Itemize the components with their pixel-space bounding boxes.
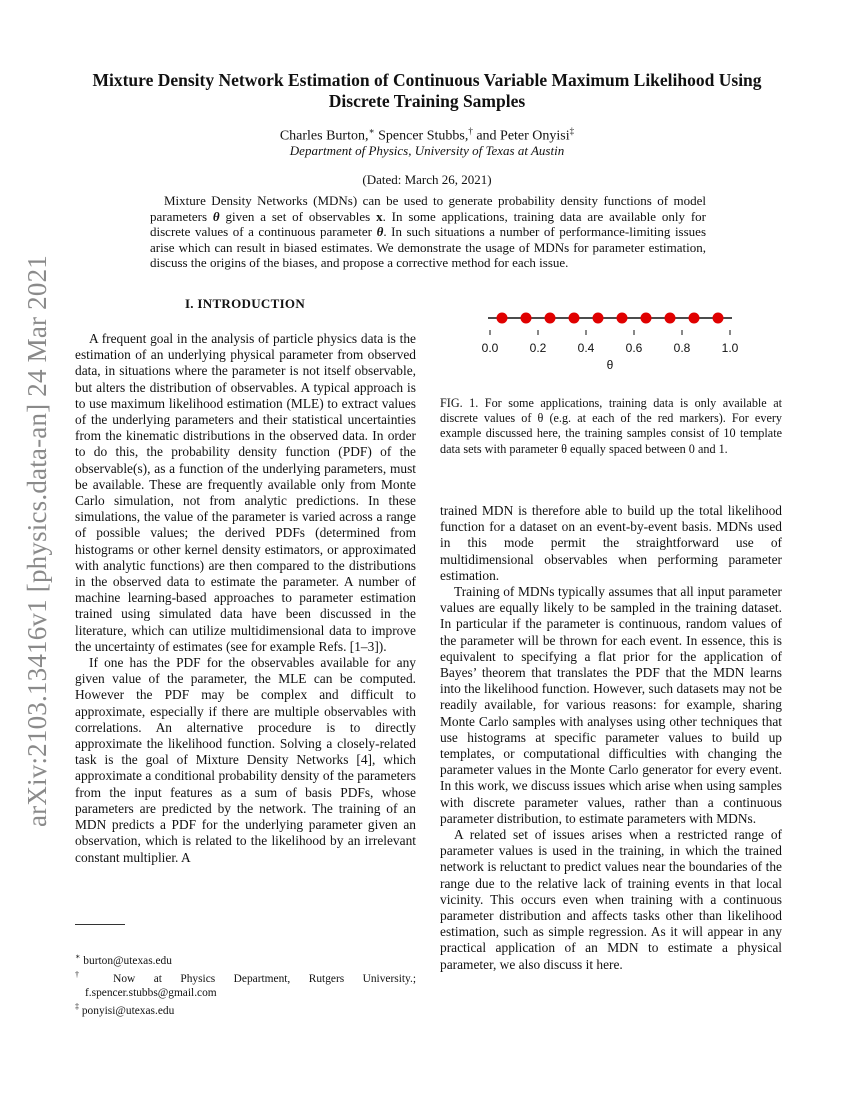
abstract	[150, 193, 706, 271]
section-heading: I. INTRODUCTION	[184, 296, 306, 311]
author-mark: ‡	[569, 126, 575, 136]
data-marker	[593, 313, 604, 324]
theta-symbol: θ	[376, 224, 384, 240]
data-marker	[569, 313, 580, 324]
data-marker	[617, 313, 628, 324]
author-mark: ∗	[368, 126, 375, 136]
author-mark: †	[468, 126, 473, 136]
affiliation: Department of Physics, University of Texas at Austin	[289, 143, 565, 158]
data-marker	[689, 313, 700, 324]
x-tick-label: 0.0	[481, 341, 499, 355]
data-marker	[641, 313, 652, 324]
abstract-text: given a set of observables	[219, 208, 377, 224]
x-axis-label: θ	[606, 358, 614, 372]
data-marker	[521, 313, 532, 324]
abstract-text: . In some applications, training data are available only for discrete values of a continuous parameter	[150, 208, 707, 240]
left-column	[75, 331, 416, 866]
x-tick-label: 0.6	[625, 341, 643, 355]
x-tick-label: 0.8	[673, 341, 691, 355]
x-tick-label: 0.4	[577, 341, 595, 355]
footnote-rule	[75, 924, 125, 925]
figure-1	[470, 300, 760, 380]
data-marker	[545, 313, 556, 324]
paragraph: If one has the PDF for the observables available for any given value of the parameter, the MLE can be computed. However the PDF may be complex and difficult to approximate, especially if there are multiple observables with correlations. An alternative procedure is to directly approximate the likelihood function. Solving a closely-related task is the goal of Mixture Density Networks [4], which approximate a conditional probability density of the parameters from the input features as a sum of basis PDFs, whose parameters are predicted by the network. The training of an MDN predicts a PDF for the underlying parameter given an observation, which is related to the likelihood by an irrelevant constant multiplier. A	[75, 655, 416, 865]
abstract-text: Mixture Density Networks (MDNs) can be used to generate probability density functions of model parameters	[150, 193, 706, 224]
footnote: ‡ ponyisi@utexas.edu	[75, 1001, 175, 1017]
paragraph: trained MDN is therefore able to build up the total likelihood function for a dataset on an event-by-event basis. MDNs used in this mode permit the straightforward use of multidimensional observables when performing parameter estimation.	[440, 503, 782, 583]
footnote-continued: f.spencer.stubbs@gmail.com	[85, 986, 217, 999]
author-onyisi: and Peter Onyisi	[476, 128, 570, 144]
date-line: (Dated: March 26, 2021)	[362, 172, 492, 187]
paragraph: A frequent goal in the analysis of particle physics data is the estimation of an underlying physical parameter from observed data, in situations where the parameter is not itself observable, but alters the distribution of observables. A typical approach is to use maximum likelihood estimation (MLE) to extract values of the underlying parameters and their statistical uncertainties from the kinematic distributions in the observed data. In order to do this, the probability density function (PDF) of the observable(s), as a function of the underlying parameters, must be available. These are frequently available only from Monte Carlo simulation, not from analytic predictions. In these simulations, the value of the parameter is varied across a range of possible values; the derived PDFs (determined from histograms or other kernel density estimators, or approximated with analytic functions) are then compared to the distributions in the observed data to estimate the parameter. A number of machine learning-based approaches to parameter estimation trained using simulated data have been discussed in the literature, which can utilize multidimensional data to improve the uncertainty of estimates (see for example Refs. [1–3]).	[75, 331, 416, 654]
author-stubbs: Spencer Stubbs,	[378, 128, 469, 144]
x-symbol: x	[376, 208, 383, 224]
paragraph: A related set of issues arises when a restricted range of parameter values is used in the training, in which the trained network is reluctant to predict values near the boundaries of the range due to the relative lack of training events in that local vicinity. This occurs even when training with a continuous parameter distribution and affects tasks other than likelihood estimation, such as simple regression. As it will appear in any practical application of an MDN to estimate a physical parameter, we also discuss it here.	[440, 827, 782, 972]
arxiv-identifier: arXiv:2103.13416v1 [physics.data-an] 24 Mar 2021	[22, 255, 52, 827]
footnote: † Now at Physics Department, Rutgers University.;	[75, 969, 416, 985]
figure-caption: FIG. 1. For some applications, training data is only available at discrete values of θ (e.g. at each of the red markers). For every example discussed here, the training samples consist of 10 template data sets with parameter θ equally spaced between 0 and 1.	[440, 396, 782, 456]
abstract-text: . In such situations a number of performance-limiting issues arise which can result in biased estimates. We demonstrate the usage of MDNs for parameter estimation, discuss the origins of the biases, and propose a corrective method for each issue.	[150, 224, 707, 271]
footnote: ∗ burton@utexas.edu	[75, 952, 172, 967]
data-marker	[665, 313, 676, 324]
x-tick-label: 0.2	[529, 341, 547, 355]
footnotes	[75, 950, 416, 1017]
right-column	[440, 503, 782, 973]
paper-title: Mixture Density Network Estimation of Continuous Variable Maximum Likelihood Using Discrete Training Samples	[92, 70, 762, 111]
x-tick-label: 1.0	[721, 341, 739, 355]
author-list	[70, 126, 784, 145]
theta-symbol: θ	[212, 208, 220, 224]
data-marker	[497, 313, 508, 324]
data-marker	[713, 313, 724, 324]
paragraph: Training of MDNs typically assumes that all input parameter values are equally likely to be sampled in the training dataset. In particular if the parameter is continuous, random values of the parameter will be thrown for each event. In essence, this is equivalent to specifying a flat prior for the application of Bayes’ theorem that translates the PDF that the MDN learns into the likelihood function. However, such datasets may not be readily available, for various reasons: for example, sharing Monte Carlo samples with analyses using other techniques that use histograms at specific parameter values to build up templates, or computational difficulties with changing the parameter values in the Monte Carlo generator for every event. In this work, we discuss issues which arise when using samples with discrete parameter values, rather than a continuous parameter distribution, to estimate parameters with MDNs.	[440, 584, 782, 826]
theta-marker-plot	[470, 300, 760, 380]
author-burton: Charles Burton,	[279, 128, 369, 144]
